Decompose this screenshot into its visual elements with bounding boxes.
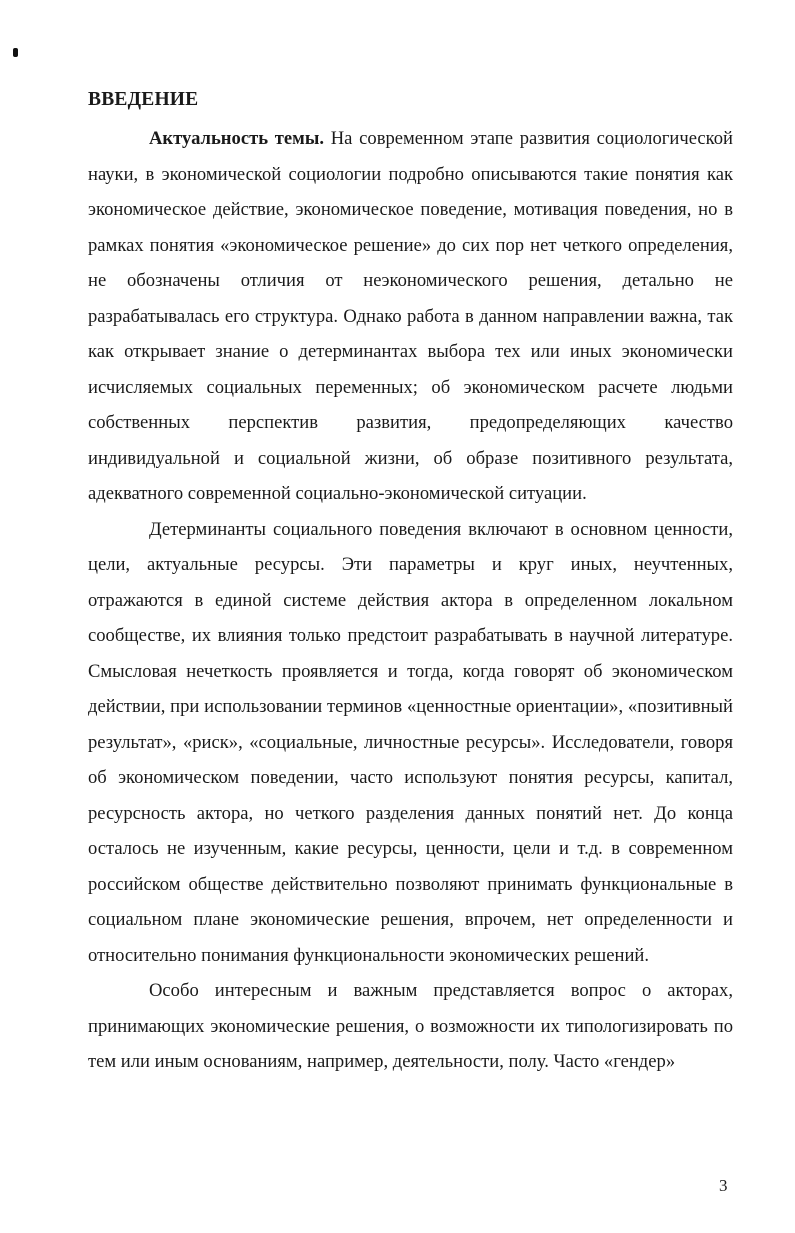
paragraph-actors (88, 973, 733, 1080)
paragraph-lead: Актуальность темы. (149, 128, 324, 149)
paragraph-text: Особо интересным и важным представляется вопрос о акторах, принимающих экономические решения, о возможности их типологизировать по тем или иным основаниям, например, деятельности, полу. Часто «гендер» (88, 980, 733, 1072)
paragraph-determinants (88, 512, 733, 974)
paragraph-text: На современном этапе развития социологической науки, в экономической социологии подробно описываются такие понятия как экономическое действие, экономическое поведение, мотивация поведения, но в рамках понятия «экономическое решение» до сих пор нет четкого определения, не обозначены отличия от неэкономического решения, детально не разрабатывалась его структура. Однако работа в данном направлении важна, так как открывает знание о детерминантах выбора тех или иных экономически исчисляемых социальных переменных; об экономическом расчете людьми собственных перспектив развития, предопределяющих качество индивидуальной и социальной жизни, об образе позитивного результата, адекватного современной социально-экономической ситуации. (88, 128, 733, 504)
body-text (88, 121, 733, 1080)
section-heading: ВВЕДЕНИЕ (88, 89, 199, 110)
page-number: 3 (719, 1176, 728, 1195)
paragraph-relevance (88, 121, 733, 512)
paragraph-text: Детерминанты социального поведения включают в основном ценности, цели, актуальные ресурсы. Эти параметры и круг иных, неучтенных, отражаются в единой системе действия актора в определенном локальном сообществе, их влияния только предстоит разрабатывать в научной литературе. Смысловая нечеткость проявляется и тогда, когда говорят об экономическом действии, при использовании терминов «ценностные ориентации», «позитивный результат», «риск», «социальные, личностные ресурсы». Исследователи, говоря об экономическом поведении, часто используют понятия ресурсы, капитал, ресурсность актора, но четкого разделения данных понятий нет. До конца осталось не изученным, какие ресурсы, ценности, цели и т.д. в современном российском обществе действительно позволяют принимать функциональные в социальном плане экономические решения, впрочем, нет определенности и относительно понимания функциональности экономических решений. (88, 518, 733, 966)
scan-artifact-mark (13, 48, 18, 57)
